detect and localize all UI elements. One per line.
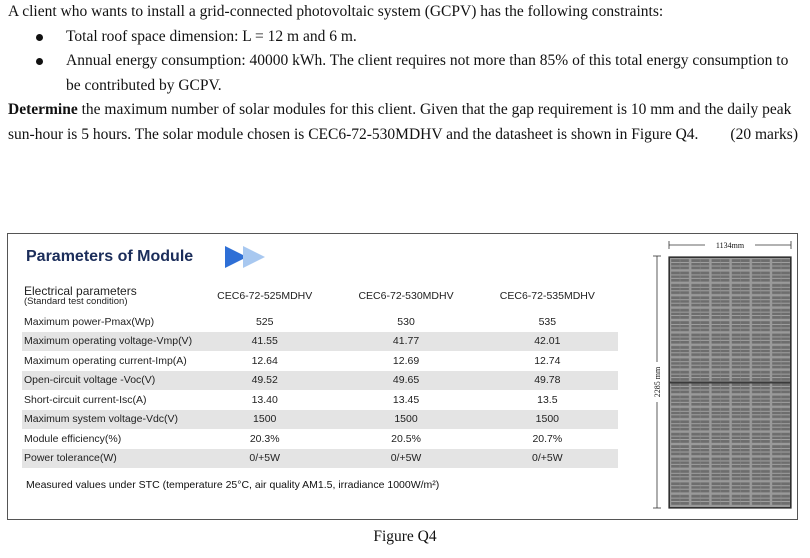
table-row: Open-circuit voltage -Voc(V) 49.52 49.65 49.78 bbox=[22, 371, 618, 391]
figure-title: Parameters of Module bbox=[26, 248, 194, 265]
table-row: Power tolerance(W) 0/+5W 0/+5W 0/+5W bbox=[22, 449, 618, 469]
solar-panel-drawing bbox=[645, 238, 795, 516]
play-arrow-icon bbox=[225, 246, 271, 268]
panel-height-label: 2285 mm bbox=[653, 366, 662, 398]
parameters-table bbox=[22, 280, 618, 468]
figure-caption: Figure Q4 bbox=[373, 528, 437, 545]
question-intro: A client who wants to install a grid-connected photovoltaic system (GCPV) has the following constraints: bbox=[8, 3, 664, 20]
bullet-icon bbox=[36, 58, 43, 65]
table-row: Maximum operating current-Imp(A) 12.64 12.69 12.74 bbox=[22, 351, 618, 371]
stc-note: Measured values under STC (temperature 25°C, air quality AM1.5, irradiance 1000W/m²) bbox=[26, 479, 440, 491]
table-row: Maximum operating voltage-Vmp(V) 41.55 41.77 42.01 bbox=[22, 332, 618, 352]
question-text bbox=[8, 0, 798, 147]
bullet-icon bbox=[36, 34, 43, 41]
constraint-list bbox=[8, 25, 798, 99]
model-header: CEC6-72-535MDHV bbox=[477, 280, 618, 312]
determine-keyword: Determine bbox=[8, 101, 78, 118]
datasheet-figure bbox=[7, 233, 798, 520]
question-task: Determine the maximum number of solar modules for this client. Given that the gap requirement is 10 mm and the daily peak sun-hour is 5 hours. The solar module chosen is CEC6-72-530MDHV and the datasheet is shown in Figure Q4. (20 marks) bbox=[8, 98, 798, 147]
header-label-cell: Electrical parameters (Standard test condition) bbox=[22, 280, 194, 312]
table-row: Module efficiency(%) 20.3% 20.5% 20.7% bbox=[22, 429, 618, 449]
table-row: Short-circuit current-Isc(A) 13.40 13.45 13.5 bbox=[22, 390, 618, 410]
model-header: CEC6-72-525MDHV bbox=[194, 280, 335, 312]
marks-label: (20 marks) bbox=[730, 125, 798, 143]
model-header: CEC6-72-530MDHV bbox=[335, 280, 476, 312]
table-header-row bbox=[22, 280, 618, 312]
table-row: Maximum power-Pmax(Wp) 525 530 535 bbox=[22, 312, 618, 332]
constraint-item: Annual energy consumption: 40000 kWh. The client requires not more than 85% of this total energy consumption to be contributed by GCPV. bbox=[8, 49, 798, 98]
constraint-item: Total roof space dimension: L = 12 m and 6 m. bbox=[8, 25, 798, 50]
table-row: Maximum system voltage-Vdc(V) 1500 1500 1500 bbox=[22, 410, 618, 430]
panel-width-label: 1134mm bbox=[715, 241, 745, 250]
